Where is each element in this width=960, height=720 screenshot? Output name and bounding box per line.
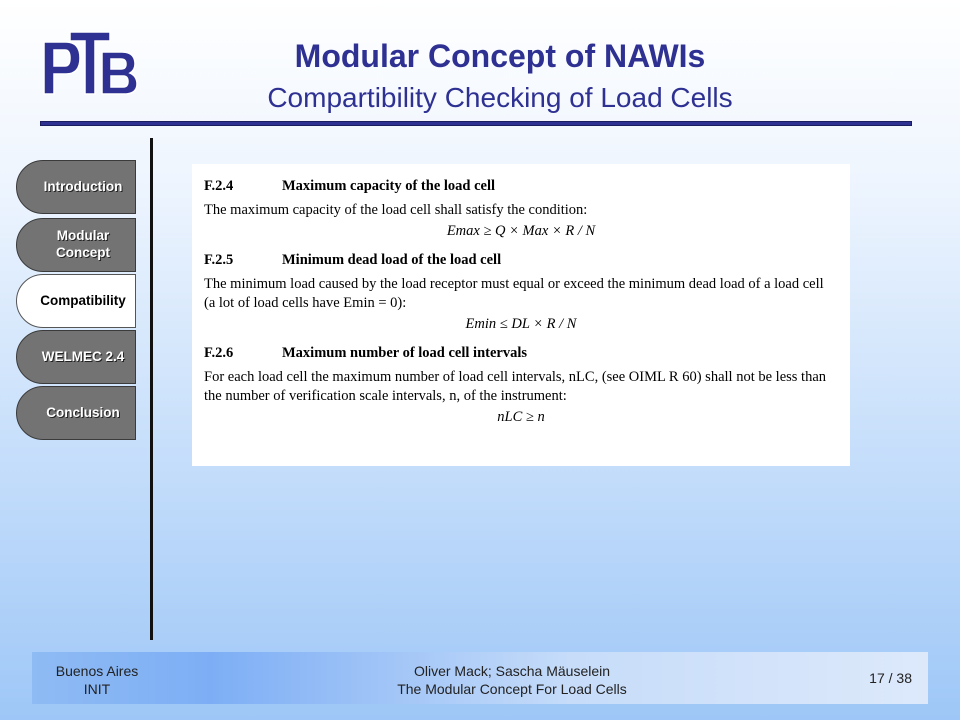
section-number: F.2.5: [204, 251, 234, 268]
slide-footer: [32, 652, 928, 704]
nav-item-conclusion[interactable]: [16, 386, 136, 440]
nav-item-compatibility[interactable]: [16, 274, 136, 328]
nav-item-introduction[interactable]: [16, 160, 136, 214]
vertical-divider: [150, 138, 153, 640]
section-text: The maximum capacity of the load cell shall satisfy the condition:: [204, 202, 588, 218]
nav-item-modular-concept[interactable]: [16, 218, 136, 272]
nav-item-label: WELMEC 2.4: [41, 348, 125, 364]
section-heading: Maximum capacity of the load cell: [282, 178, 496, 194]
footer-location-block: [32, 662, 162, 698]
slide-title: Modular Concept of NAWIs: [294, 38, 706, 74]
section-text: For each load cell the maximum number of load cell intervals, nLC, (see OIML R 60) shall not be less than the number of verification scale intervals, n, of the instrument:: [204, 368, 826, 405]
nav-item-welmec[interactable]: [16, 330, 136, 384]
section-heading: Minimum dead load of the load cell: [282, 251, 502, 268]
section-number: F.2.4: [204, 178, 234, 194]
page-separator: /: [888, 670, 893, 686]
document-excerpt: [192, 164, 850, 466]
nav-item-label: Introduction: [43, 178, 123, 194]
footer-talk-title: The Modular Concept For Load Cells: [397, 681, 627, 698]
doc-section: [204, 345, 838, 426]
section-text: The minimum load caused by the load receptor must equal or exceed the minimum dead load of a load cell (a lot of load cells have Emin = 0):: [204, 275, 824, 312]
footer-authors: Oliver Mack; Sascha Mäuselein: [413, 663, 611, 679]
page-current: 17: [869, 670, 885, 686]
doc-section: [204, 178, 838, 240]
slide-subtitle: Compartibility Checking of Load Cells: [267, 82, 733, 113]
section-formula: nLC ≥ n: [497, 408, 545, 425]
page-total: 38: [896, 670, 912, 686]
footer-event: INIT: [83, 681, 111, 698]
ptb-logo: [40, 28, 140, 108]
section-heading: Maximum number of load cell intervals: [282, 344, 528, 361]
section-number: F.2.6: [204, 344, 234, 361]
header-divider: [40, 121, 912, 126]
nav-item-label: Modular Concept: [56, 228, 110, 260]
section-formula: Emax ≥ Q × Max × R / N: [446, 222, 596, 239]
nav-item-label: Compatibility: [40, 292, 126, 308]
footer-presentation-info: [332, 662, 692, 698]
footer-location: Buenos Aires: [55, 663, 139, 679]
page-number: [869, 670, 912, 686]
nav-item-label: Conclusion: [46, 404, 120, 420]
section-formula: Emin ≤ DL × R / N: [465, 315, 577, 332]
doc-section: [204, 252, 838, 333]
